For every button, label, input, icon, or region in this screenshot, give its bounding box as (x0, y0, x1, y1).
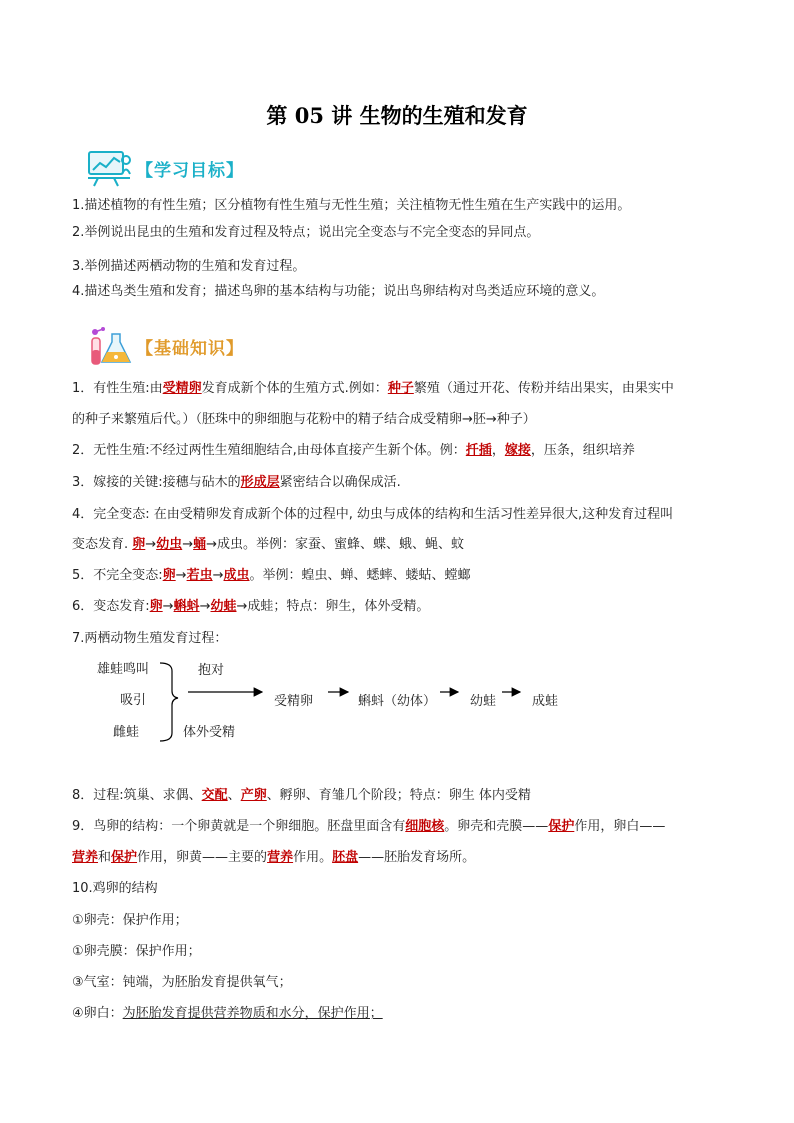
text: →成蛙；特点：卵生，体外受精。 (236, 599, 430, 614)
key-term: 胚盘 (332, 850, 359, 865)
text: 3．嫁接的关键:接穗与砧木的 (72, 475, 241, 490)
egg-part-label: ①卵壳： (72, 913, 123, 928)
key-term: 卵 (149, 599, 163, 614)
egg-part-3 (72, 975, 732, 991)
key-term: 扦插 (465, 443, 492, 458)
egg-part-text: 保护作用； (122, 913, 188, 928)
knowledge-p7: 7.两栖动物生殖发育过程： (72, 631, 228, 646)
diagram-left-2: 吸引 (120, 693, 147, 708)
knowledge-p6 (72, 599, 732, 615)
diagram-left-3: 雌蛙 (113, 725, 140, 740)
key-term: 蛹 (193, 537, 207, 552)
goal-item-3: 3.举例描述两栖动物的生殖和发育过程。 (72, 259, 306, 274)
key-term: 幼蛙 (210, 599, 237, 614)
egg-part-4 (72, 1006, 732, 1022)
text: 2．无性生殖:不经过两性生殖细胞结合,由母体直接产生新个体。例： (72, 443, 466, 458)
knowledge-p5 (72, 568, 732, 584)
egg-part-label: ①卵壳膜： (72, 944, 136, 959)
key-term: 若虫 (186, 568, 213, 583)
egg-part-label: ③气室： (72, 975, 123, 990)
section-title-knowledge: 【基础知识】 (136, 338, 244, 359)
arrow: → (199, 599, 211, 614)
goal-item-2: 2.举例说出昆虫的生殖和发育过程及特点；说出完全变态与不完全变态的异同点。 (72, 225, 540, 240)
key-term: 蝌蚪 (173, 599, 200, 614)
key-term: 卵 (162, 568, 176, 583)
knowledge-p4-line2 (72, 537, 732, 553)
diagram-chain-2: 蝌蚪（幼体） (358, 694, 437, 709)
text: 6．变态发育: (72, 599, 150, 614)
text: 、 (227, 788, 241, 803)
section-title-goals: 【学习目标】 (136, 160, 244, 181)
key-term: 成虫 (223, 568, 250, 583)
knowledge-p2 (72, 443, 732, 459)
text: 8．过程:筑巢、求偶、 (72, 788, 202, 803)
egg-part-2 (72, 944, 732, 960)
text: 作用，卵黄——主要的 (137, 850, 268, 865)
text: 作用，卵白—— (574, 819, 666, 834)
egg-part-1 (72, 913, 732, 929)
diagram-chain-1: 受精卵 (274, 694, 314, 709)
knowledge-p1-line2: 的种子来繁殖后代。）（胚珠中的卵细胞与花粉中的精子结合成受精卵→胚→种子） (72, 412, 536, 427)
goal-item-1: 1.描述植物的有性生殖；区分植物有性生殖与无性生殖；关注植物无性生殖在生产实践中的运用。 (72, 198, 631, 213)
knowledge-p1-line1 (72, 381, 732, 397)
text: 1．有性生殖:由 (72, 381, 163, 396)
diagram-top-label: 抱对 (198, 663, 225, 678)
presentation-board-icon (86, 148, 134, 188)
egg-part-label: ④卵白： (72, 1006, 123, 1021)
text: 紧密结合以确保成活. (279, 475, 401, 490)
knowledge-p8 (72, 788, 732, 804)
lab-flask-icon (86, 326, 134, 366)
knowledge-p3 (72, 475, 732, 491)
diagram-chain-3: 幼蛙 (470, 694, 497, 709)
text: 5．不完全变态: (72, 568, 163, 583)
key-term: 卵 (132, 537, 146, 552)
text: 变态发育. (72, 537, 133, 552)
page-title: 第 05 讲 生物的生殖和发育 (266, 103, 528, 128)
egg-part-text: 为胚胎发育提供营养物质和水分，保护作用； (122, 1006, 383, 1021)
diagram-chain-4: 成蛙 (532, 694, 559, 709)
section-header-goals (86, 148, 244, 188)
knowledge-p10: 10.鸡卵的结构 (72, 881, 158, 896)
text: →成虫。举例：家蚕、蜜蜂、蝶、蛾、蝇、蚊 (206, 537, 465, 552)
key-term: 营养 (72, 850, 99, 865)
text: 作用。 (293, 850, 333, 865)
text: ， (491, 443, 505, 458)
arrow: → (145, 537, 157, 552)
knowledge-p9-line2 (72, 850, 732, 866)
text: 和 (98, 850, 112, 865)
knowledge-p9-line1 (72, 819, 732, 835)
key-term: 产卵 (240, 788, 267, 803)
section-header-knowledge (86, 326, 244, 366)
key-term: 受精卵 (162, 381, 202, 396)
arrow: → (212, 568, 224, 583)
text: 9．鸟卵的结构：一个卵黄就是一个卵细胞。胚盘里面含有 (72, 819, 406, 834)
text: 、孵卵、育雏几个阶段；特点：卵生 体内受精 (266, 788, 531, 803)
text: 发育成新个体的生殖方式.例如： (201, 381, 388, 396)
key-term: 保护 (111, 850, 138, 865)
arrow: → (182, 537, 194, 552)
text: ——胚胎发育场所。 (358, 850, 476, 865)
key-term: 嫁接 (504, 443, 531, 458)
key-term: 营养 (267, 850, 294, 865)
key-term: 种子 (387, 381, 414, 396)
goal-item-4: 4.描述鸟类生殖和发育；描述鸟卵的基本结构与功能；说出鸟卵结构对鸟类适应环境的意义。 (72, 284, 605, 299)
key-term: 细胞核 (405, 819, 445, 834)
arrow: → (162, 599, 174, 614)
key-term: 幼虫 (156, 537, 183, 552)
key-term: 形成层 (240, 475, 280, 490)
diagram-left-1: 雄蛙鸣叫 (97, 662, 150, 677)
knowledge-p4-line1: 4．完全变态: 在由受精卵发育成新个体的过程中, 幼虫与成体的结构和生活习性差异很大,这种发育过程叫 (72, 507, 674, 522)
text: 。举例：蝗虫、蝉、蟋蟀、蝼蛄、螳螂 (249, 568, 471, 583)
key-term: 保护 (548, 819, 575, 834)
egg-part-text: 保护作用； (135, 944, 201, 959)
text: 繁殖（通过开花、传粉并结出果实，由果实中 (413, 381, 674, 396)
key-term: 交配 (201, 788, 228, 803)
text: ，压条，组织培养 (530, 443, 635, 458)
egg-part-text: 钝端，为胚胎发育提供氧气； (122, 975, 292, 990)
arrow: → (175, 568, 187, 583)
text: 。卵壳和壳膜—— (444, 819, 549, 834)
diagram-bottom-label: 体外受精 (183, 725, 236, 740)
